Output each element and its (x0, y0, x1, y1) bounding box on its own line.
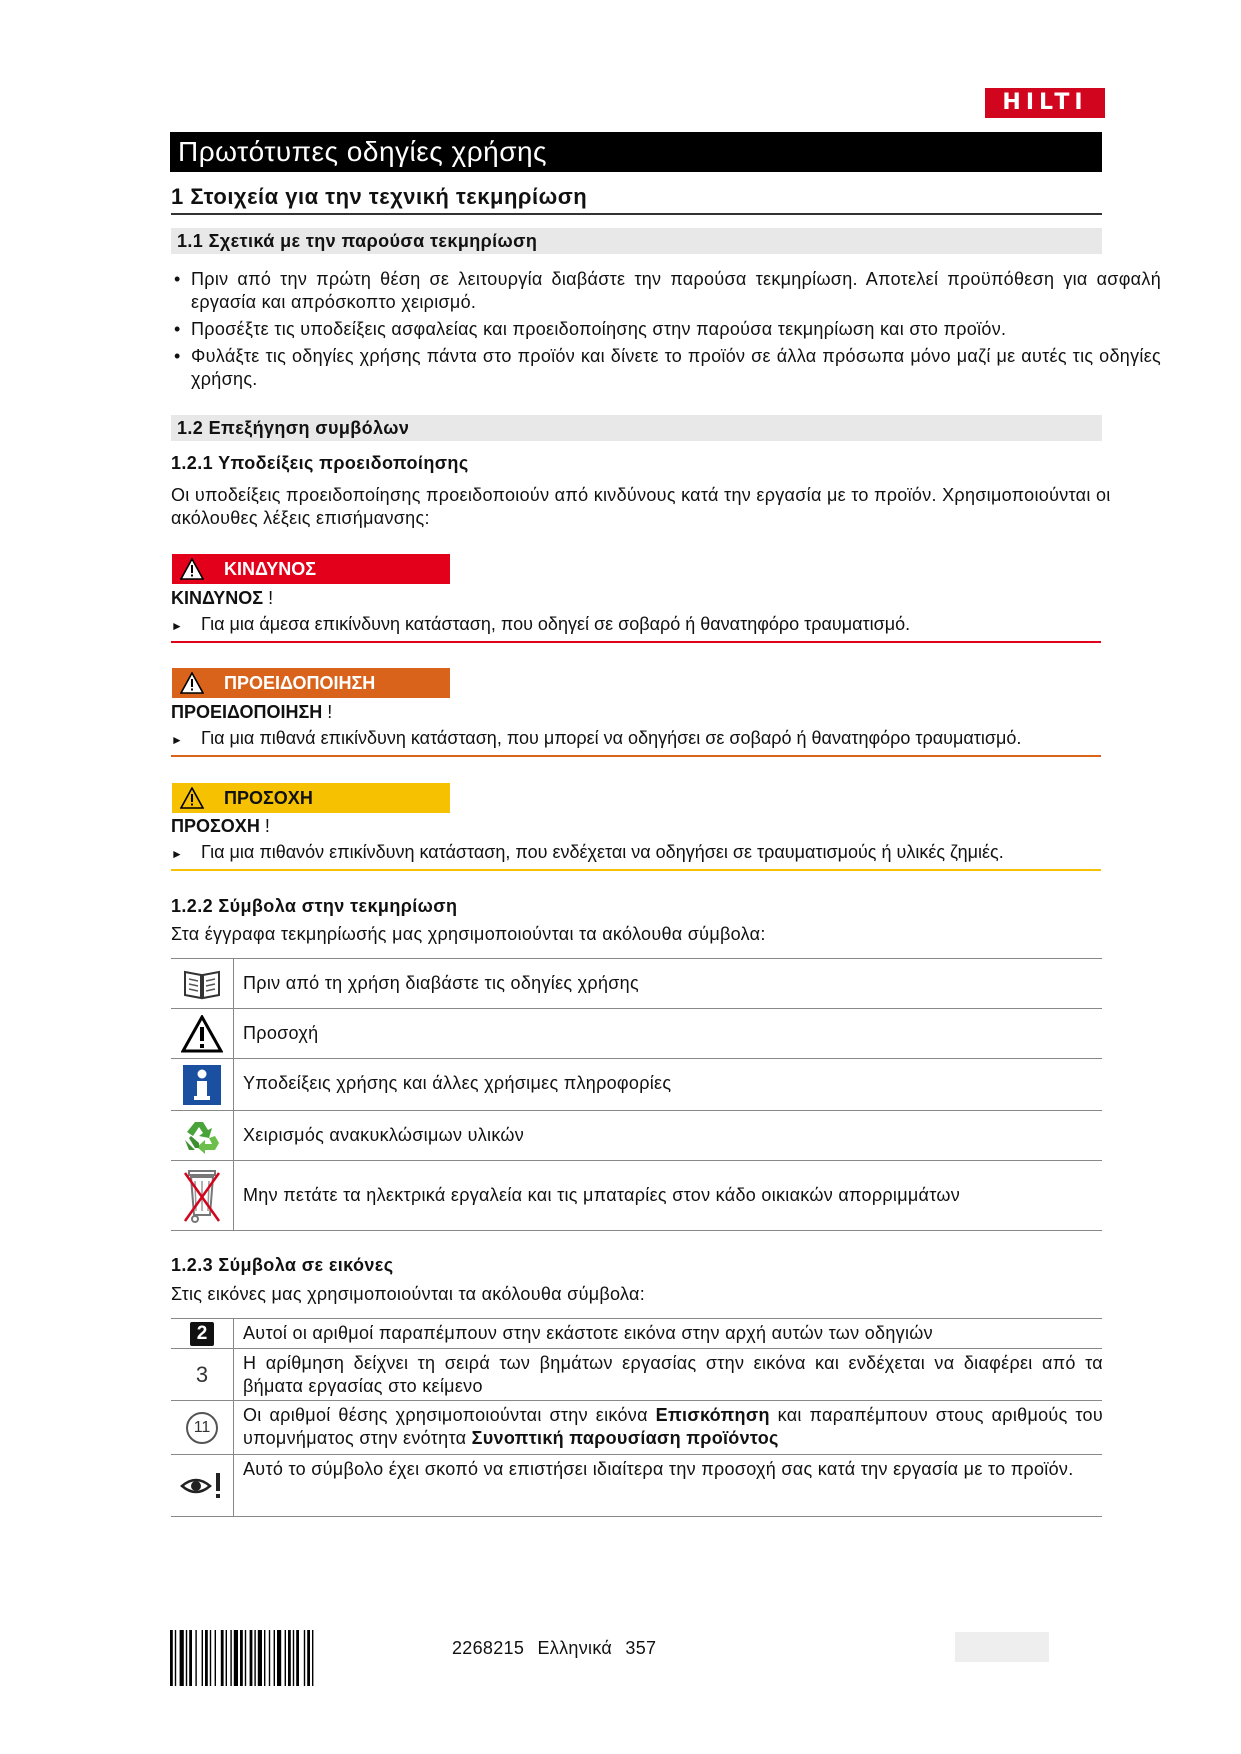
section-1-2-2-heading: 1.2.2 Σύμβολα στην τεκμηρίωση (171, 896, 458, 916)
section-1-heading: 1 Στοιχεία για την τεχνική τεκμηρίωση (171, 184, 1102, 215)
table-row (171, 1318, 1102, 1349)
table-row (171, 1008, 1102, 1059)
table-row (171, 1348, 1102, 1401)
section-1-2-3-intro: Στις εικόνες μας χρησιμοποιούνται τα ακόλουθα σύμβολα: (171, 1284, 646, 1304)
position-number-icon: 11 (171, 1401, 234, 1455)
symbol-description: Η αρίθμηση δείχνει τη σειρά των βημάτων εργασίας στην εικόνα και ενδέχεται να διαφέρει από τα βήματα εργασίας στο κείμενο (243, 1353, 1103, 1396)
table-row (171, 1160, 1102, 1231)
page-number: 357 (625, 1638, 657, 1658)
info-icon (171, 1059, 234, 1111)
caution-label: ΠΡΟΣΟΧΗ (172, 783, 450, 813)
symbol-description: Οι αριθμοί θέσης χρησιμοποιούνται στην εικόνα Επισκόπηση και παραπέμπουν στους αριθμούς του υπομνήματος στην ενότητα Συνοπτική παρουσίαση προϊόντος (243, 1405, 1103, 1448)
warning-triangle-icon (180, 787, 204, 809)
warning-triangle-icon (180, 672, 204, 694)
page-title: Πρωτότυπες οδηγίες χρήσης (170, 132, 1102, 172)
doc-number: 2268215 (452, 1638, 525, 1658)
section-1-2-3-heading: 1.2.3 Σύμβολα σε εικόνες (171, 1255, 394, 1275)
symbol-description: Χειρισμός ανακυκλώσιμων υλικών (243, 1125, 525, 1145)
section-1-1-heading: 1.1 Σχετικά με την παρούσα τεκμηρίωση (171, 228, 1102, 254)
symbol-description: Αυτό το σύμβολο έχει σκοπό να επιστήσει ιδιαίτερα την προσοχή σας κατά την εργασία με το προϊόν. (243, 1459, 1074, 1479)
symbol-description: Μην πετάτε τα ηλεκτρικά εργαλεία και τις μπαταρίες στον κάδο οικιακών απορριμμάτων (243, 1185, 961, 1205)
danger-label: ΚΙΝΔΥΝΟΣ (172, 554, 450, 584)
symbol-description: Πριν από τη χρήση διαβάστε τις οδηγίες χρήσης (243, 973, 639, 993)
danger-text: ► Για μια άμεσα επικίνδυνη κατάσταση, που οδηγεί σε σοβαρό ή θανατηφόρο τραυματισμό. (171, 614, 1101, 643)
section-1-1-bullets (171, 268, 1161, 395)
figure-symbols-table (171, 1318, 1102, 1517)
recycle-icon (171, 1111, 234, 1161)
arrow-icon: ► (171, 619, 183, 633)
hilti-logo: HILTI (985, 88, 1105, 118)
table-row (171, 1454, 1102, 1517)
barcode-icon (170, 1630, 430, 1686)
symbol-description: Προσοχή (243, 1023, 319, 1043)
step-number-icon: 3 (171, 1349, 234, 1401)
section-1-2-2-intro: Στα έγγραφα τεκμηρίωσής μας χρησιμοποιούνται τα ακόλουθα σύμβολα: (171, 924, 766, 944)
manual-book-icon (171, 959, 234, 1009)
arrow-icon: ► (171, 733, 183, 747)
footer-language: Ελληνικά (537, 1638, 613, 1658)
documentation-symbols-table (171, 958, 1102, 1231)
footer-grey-box (955, 1632, 1049, 1662)
symbol-description: Αυτοί οι αριθμοί παραπέμπουν στην εκάστοτε εικόνα στην αρχή αυτών των οδηγιών (243, 1323, 933, 1343)
bullet-item: • Προσέξτε τις υποδείξεις ασφαλείας και προειδοποίησης στην παρούσα τεκμηρίωση και στο προϊόν. (174, 319, 1007, 339)
table-row (171, 958, 1102, 1009)
page-footer (452, 1638, 664, 1659)
caution-text: ► Για μια πιθανόν επικίνδυνη κατάσταση, που ενδέχεται να οδηγήσει σε τραυματισμούς ή υλικές ζημιές. (171, 842, 1101, 871)
section-1-2-heading: 1.2 Επεξήγηση συμβόλων (171, 415, 1102, 441)
section-1-2-1-intro: Οι υποδείξεις προειδοποίησης προειδοποιούν από κινδύνους κατά την εργασία με το προϊόν. Χρησιμοποιούνται οι ακόλουθες λέξεις επισήμανσης: (171, 485, 1111, 528)
warning-triangle-icon (171, 1009, 234, 1059)
section-1-2-1-heading: 1.2.1 Υποδείξεις προειδοποίησης (171, 453, 469, 473)
bullet-item: • Φυλάξτε τις οδηγίες χρήσης πάντα στο προϊόν και δίνετε το προϊόν σε άλλα πρόσωπα μόνο μαζί με αυτές τις οδηγίες χρήσης. (174, 346, 1161, 389)
table-row (171, 1400, 1102, 1455)
table-row (171, 1058, 1102, 1111)
figure-number-icon: 2 (171, 1319, 234, 1349)
crossed-bin-icon (171, 1161, 234, 1231)
table-row (171, 1110, 1102, 1161)
warning-heading: ΠΡΟΕΙΔΟΠΟΙΗΣΗ ! (171, 702, 333, 722)
caution-heading: ΠΡΟΣΟΧΗ ! (171, 816, 270, 836)
warning-text: ► Για μια πιθανά επικίνδυνη κατάσταση, που μπορεί να οδηγήσει σε σοβαρό ή θανατηφόρο τραυματισμό. (171, 728, 1101, 757)
warning-label: ΠΡΟΕΙΔΟΠΟΙΗΣΗ (172, 668, 450, 698)
danger-heading: ΚΙΝΔΥΝΟΣ ! (171, 588, 274, 608)
symbol-description: Υποδείξεις χρήσης και άλλες χρήσιμες πληροφορίες (243, 1073, 672, 1093)
eye-attention-icon (171, 1455, 234, 1517)
arrow-icon: ► (171, 847, 183, 861)
bullet-item: • Πριν από την πρώτη θέση σε λειτουργία διαβάστε την παρούσα τεκμηρίωση. Αποτελεί προϋπόθεση για ασφαλή εργασία και απρόσκοπτο χειρισμό. (174, 269, 1161, 312)
warning-triangle-icon (180, 558, 204, 580)
